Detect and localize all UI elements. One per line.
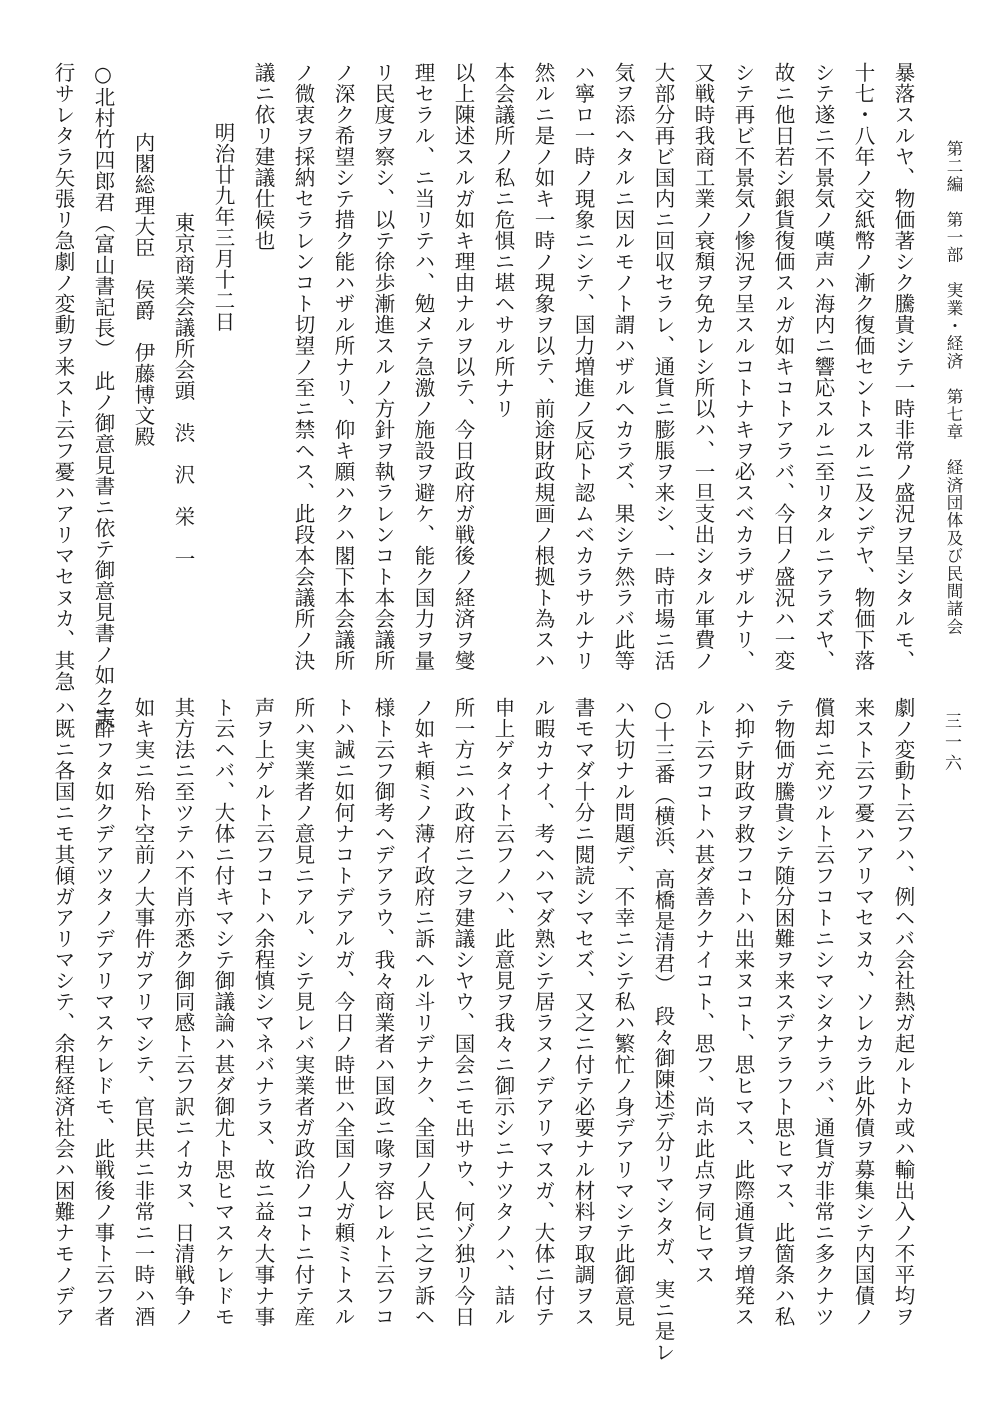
text-column: 暴落スルヤ、物価著シク騰貴シテ一時非常ノ盛況ヲ呈シタルモ、: [891, 62, 915, 671]
running-header: 第二編 第一部 実業・経済 第七章 経済団体及び民間諸会: [944, 140, 963, 636]
text-column: 其方法ニ至ツテハ不肖亦悉ク御同感ト云フ訳ニイカヌ、日清戦争ノ: [171, 697, 195, 1327]
text-column: 気ヲ添ヘタルニ因ルモノト謂ハザルヘカラズ、果シテ然ラバ此等: [611, 62, 635, 671]
signature-date: 明治廿九年三月十二日: [211, 122, 235, 332]
text-column: 様ト云フ御考ヘデアラウ、我々商業者ハ国政ニ喙ヲ容レルト云フコ: [371, 697, 395, 1327]
lower-text-block: [51, 697, 923, 1363]
speech-start: ○北村竹四郎君（富山書記長） 此ノ御意見書ニ依テ御意見書ノ如ク実: [91, 62, 115, 728]
text-column: シテ遂ニ不景気ノ嘆声ハ海内ニ響応スルニ至リタルニアラズヤ、: [811, 62, 835, 671]
text-column: リ民度ヲ察シ、以テ徐歩漸進スルノ方針ヲ執ラレンコト本会議所: [371, 62, 395, 671]
text-column: 所ハ実業者ノ意見ニアル、シテ見レバ実業者ガ政治ノコトニ付テ産: [291, 697, 315, 1327]
text-column: 理セラル、ニ当リテハ、勉メテ急激ノ施設ヲ避ケ、能ク国力ヲ量: [411, 62, 435, 671]
text-column: ハ既ニ各国ニモ其傾ガアリマシテ、余程経済社会ハ困難ナモノデア: [51, 697, 75, 1327]
text-column: 如キ実ニ殆ト空前ノ大事件ガアリマシテ、官民共ニ非常ニ一時ハ酒: [131, 697, 155, 1327]
text-column: 又戦時我商工業ノ衰頽ヲ免カレシ所以ハ、一旦支出シタル軍費ノ: [691, 62, 715, 671]
text-column: ニ酔フタ如クデアツタノデアリマスケレドモ、此戦後ノ事ト云フ者: [91, 697, 115, 1327]
text-column: 行サレタラ矢張リ急劇ノ変動ヲ来スト云フ憂ハアリマセヌカ、其急: [51, 62, 75, 692]
text-column: 以上陳述スルガ如キ理由ナルヲ以テ、今日政府ガ戦後ノ経済ヲ燮: [451, 62, 475, 671]
text-column: 十七・八年ノ交紙幣ノ漸ク復価セントスルニ及ンデヤ、物価下落: [851, 62, 875, 671]
text-column: 来スト云フ憂ハアリマセヌカ、ソレカラ此外債ヲ募集シテ内国債ノ: [851, 697, 875, 1327]
text-column: 声ヲ上ゲルト云フコトハ余程慎シマネバナラヌ、故ニ益々大事ナ事: [251, 697, 275, 1327]
text-column: ルト云フコトハ甚ダ善クナイコト、思フ、尚ホ此点ヲ伺ヒマス: [691, 697, 715, 1285]
text-column: テ物価ガ騰貴シテ随分困難ヲ来スデアラフト思ヒマス、此箇条ハ私: [771, 697, 795, 1327]
signature-chamber-head: 東京商業会議所会頭 渋 沢 栄 一: [171, 212, 195, 569]
speech-start: ○十三番（横浜、高橋是清君） 段々御陳述デ分リマシタガ、実ニ是レ: [651, 697, 675, 1363]
text-column: 議ニ依リ建議仕候也: [251, 62, 275, 251]
text-column: ノ如キ頼ミノ薄イ政府ニ訴ヘル斗リデナク、全国ノ人民ニ之ヲ訴ヘ: [411, 697, 435, 1327]
text-column: トハ誠ニ如何ナコトデアルガ、今日ノ時世ハ全国ノ人ガ頼ミトスル: [331, 697, 355, 1327]
text-column: 書モマダ十分ニ閲読シマセズ、又之ニ付テ必要ナル材料ヲ取調ヲス: [571, 697, 595, 1327]
text-column: 償却ニ充ツルト云フコトニシマシタナラバ、通貨ガ非常ニ多クナツ: [811, 697, 835, 1327]
text-column: ノ微衷ヲ採納セラレンコト切望ノ至ニ禁ヘス、此段本会議所ノ決: [291, 62, 315, 671]
text-column: ノ深ク希望シテ措ク能ハザル所ナリ、仰キ願ハクハ閣下本会議所: [331, 62, 355, 671]
text-column: ト云ヘバ、大体ニ付キマシテ御議論ハ甚ダ御尤ト思ヒマスケレドモ: [211, 697, 235, 1327]
text-column: 申上ゲタイト云フノハ、此意見ヲ我々ニ御示シニナツタノハ、詰ル: [491, 697, 515, 1327]
text-column: ハ大切ナル問題デ、不幸ニシテ私ハ繁忙ノ身デアリマシテ此御意見: [611, 697, 635, 1327]
text-column: ル暇カナイ、考ヘハマダ熟シテ居ラヌノデアリマスガ、大体ニ付テ: [531, 697, 555, 1327]
text-column: ハ寧ロ一時ノ現象ニシテ、国力増進ノ反応ト認ムベカラサルナリ: [571, 62, 595, 671]
text-column: 大部分再ビ国内ニ回収セラレ、通貨ニ膨脹ヲ来シ、一時市場ニ活: [651, 62, 675, 671]
text-column: ハ抑テ財政ヲ救フコトハ出来ヌコト、思ヒマス、此際通貨ヲ増発ス: [731, 697, 755, 1327]
text-column: 故ニ他日若シ銀貨復価スルガ如キコトアラバ、今日ノ盛況ハ一変: [771, 62, 795, 671]
text-column: 劇ノ変動ト云フハ、例ヘバ会社熱ガ起ルトカ或ハ輸出入ノ不平均ヲ: [891, 697, 915, 1327]
text-column: 本会議所ノ私ニ危惧ニ堪ヘサル所ナリ: [491, 62, 515, 419]
signature-addressee: 内閣総理大臣 侯爵 伊藤博文殿: [131, 132, 155, 447]
upper-text-block: [51, 62, 923, 728]
text-column: 所一方ニハ政府ニ之ヲ建議シヤウ、国会ニモ出サウ、何ゾ独リ今日: [451, 697, 475, 1327]
text-column: 然ルニ是ノ如キ一時ノ現象ヲ以テ、前途財政規画ノ根拠ト為スハ: [531, 62, 555, 671]
text-column: シテ再ビ不景気ノ惨況ヲ呈スルコトナキヲ必スベカラザルナリ、: [731, 62, 755, 671]
page-number: 三一六: [941, 712, 961, 775]
